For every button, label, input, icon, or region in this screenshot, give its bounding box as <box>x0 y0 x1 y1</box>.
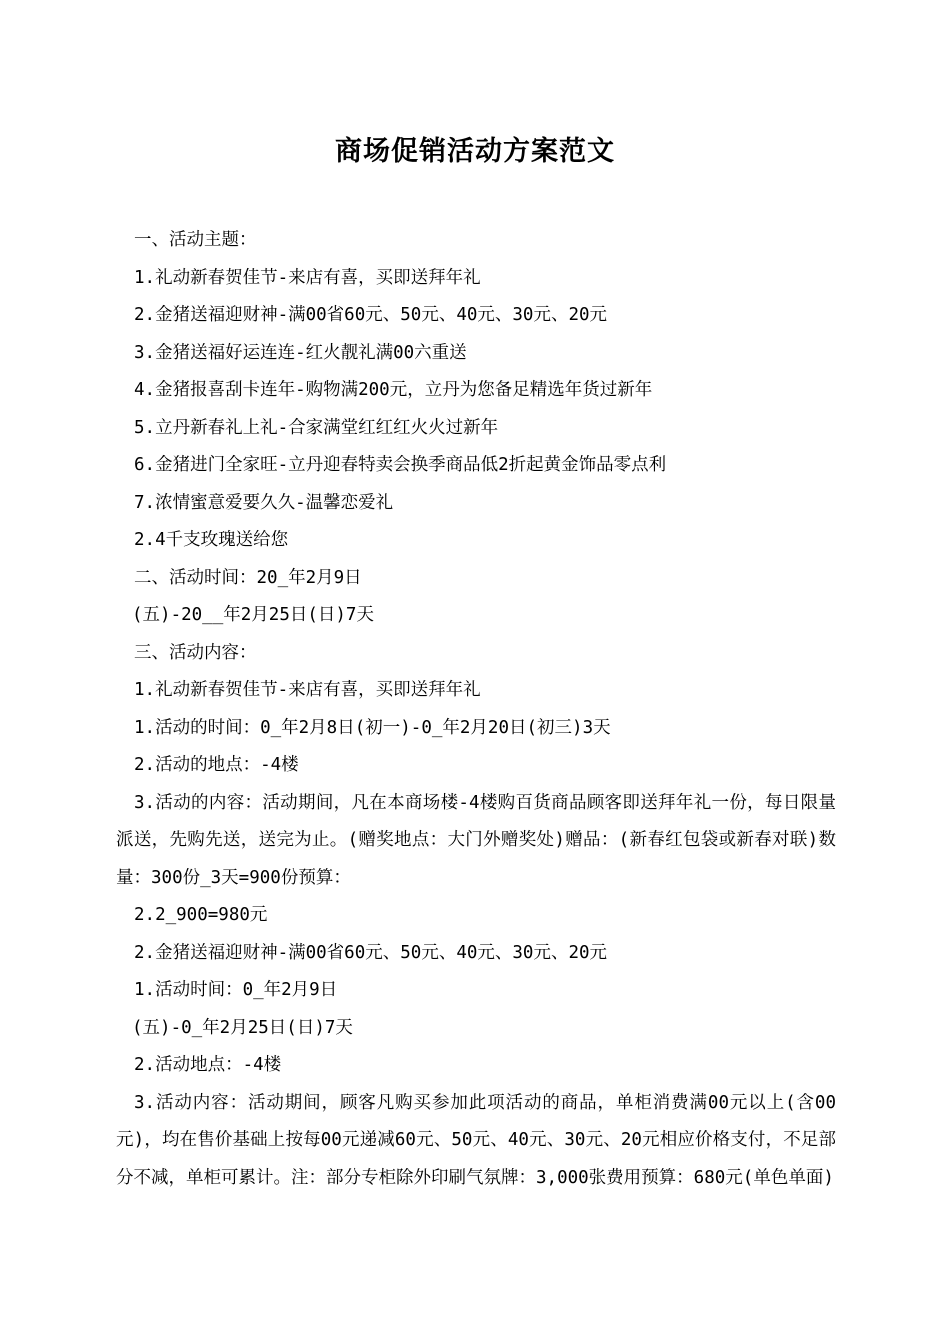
theme-item: 7.浓情蜜意爱要久久-温馨恋爱礼 <box>134 492 394 513</box>
time-range-line: (五)-0_年2月25日(日)7天 <box>132 1017 353 1038</box>
theme-item: 1.礼动新春贺佳节-来店有喜，买即送拜年礼 <box>134 267 481 288</box>
section-heading-time: 二、活动时间：20_年2月9日 <box>134 567 362 588</box>
time-range-line: (五)-20__年2月25日(日)7天 <box>132 605 374 625</box>
content-item: 2.2_900=980元 <box>134 905 268 925</box>
content-item: 2.活动地点：-4楼 <box>134 1055 282 1075</box>
theme-item: 4.金猪报喜刮卡连年-购物满200元，立丹为您备足精选年货过新年 <box>134 380 653 400</box>
content-item: 1.活动的时间：0_年2月8日(初一)-0_年2月20日(初三)3天 <box>134 717 611 738</box>
content-subheading: 1.礼动新春贺佳节-来店有喜，买即送拜年礼 <box>134 680 481 700</box>
section-heading-content: 三、活动内容： <box>134 642 257 663</box>
content-paragraph: 3.活动内容：活动期间，顾客凡购买参加此项活动的商品，单柜消费满00元以上(含00元)，均在售价基础上按每00元递减60元、50元、40元、30元、20元相应价格支付，不足部分不减，单柜可累计。注：部分专柜除外印刷气氛牌：3,000张费用预算：680元(单色单面) <box>116 1092 836 1188</box>
section-heading-theme: 一、活动主题： <box>134 230 257 250</box>
theme-item: 5.立丹新春礼上礼-合家满堂红红红火火过新年 <box>134 417 499 438</box>
theme-item: 6.金猪进门全家旺-立丹迎春特卖会换季商品低2折起黄金饰品零点利 <box>134 455 667 475</box>
content-item: 2.活动的地点：-4楼 <box>134 755 299 775</box>
content-subheading: 2.金猪送福迎财神-满00省60元、50元、40元、30元、20元 <box>134 942 608 963</box>
theme-item: 3.金猪送福好运连连-红火靓礼满00六重送 <box>134 342 467 363</box>
document-title: 商场促销活动方案范文 <box>335 136 615 167</box>
theme-item: 2.金猪送福迎财神-满00省60元、50元、40元、30元、20元 <box>134 305 608 325</box>
document-body <box>116 222 836 1197</box>
content-paragraph: 3.活动的内容：活动期间，凡在本商场楼-4楼购百货商品顾客即送拜年礼一份，每日限量派送，先购先送，送完为止。(赠奖地点：大门外赠奖处)赠品：(新春红包袋或新春对联)数量：300份_3天=900份预算： <box>116 792 836 888</box>
theme-item: 2.4千支玫瑰送给您 <box>134 530 289 550</box>
content-item: 1.活动时间：0_年2月9日 <box>134 980 338 1000</box>
